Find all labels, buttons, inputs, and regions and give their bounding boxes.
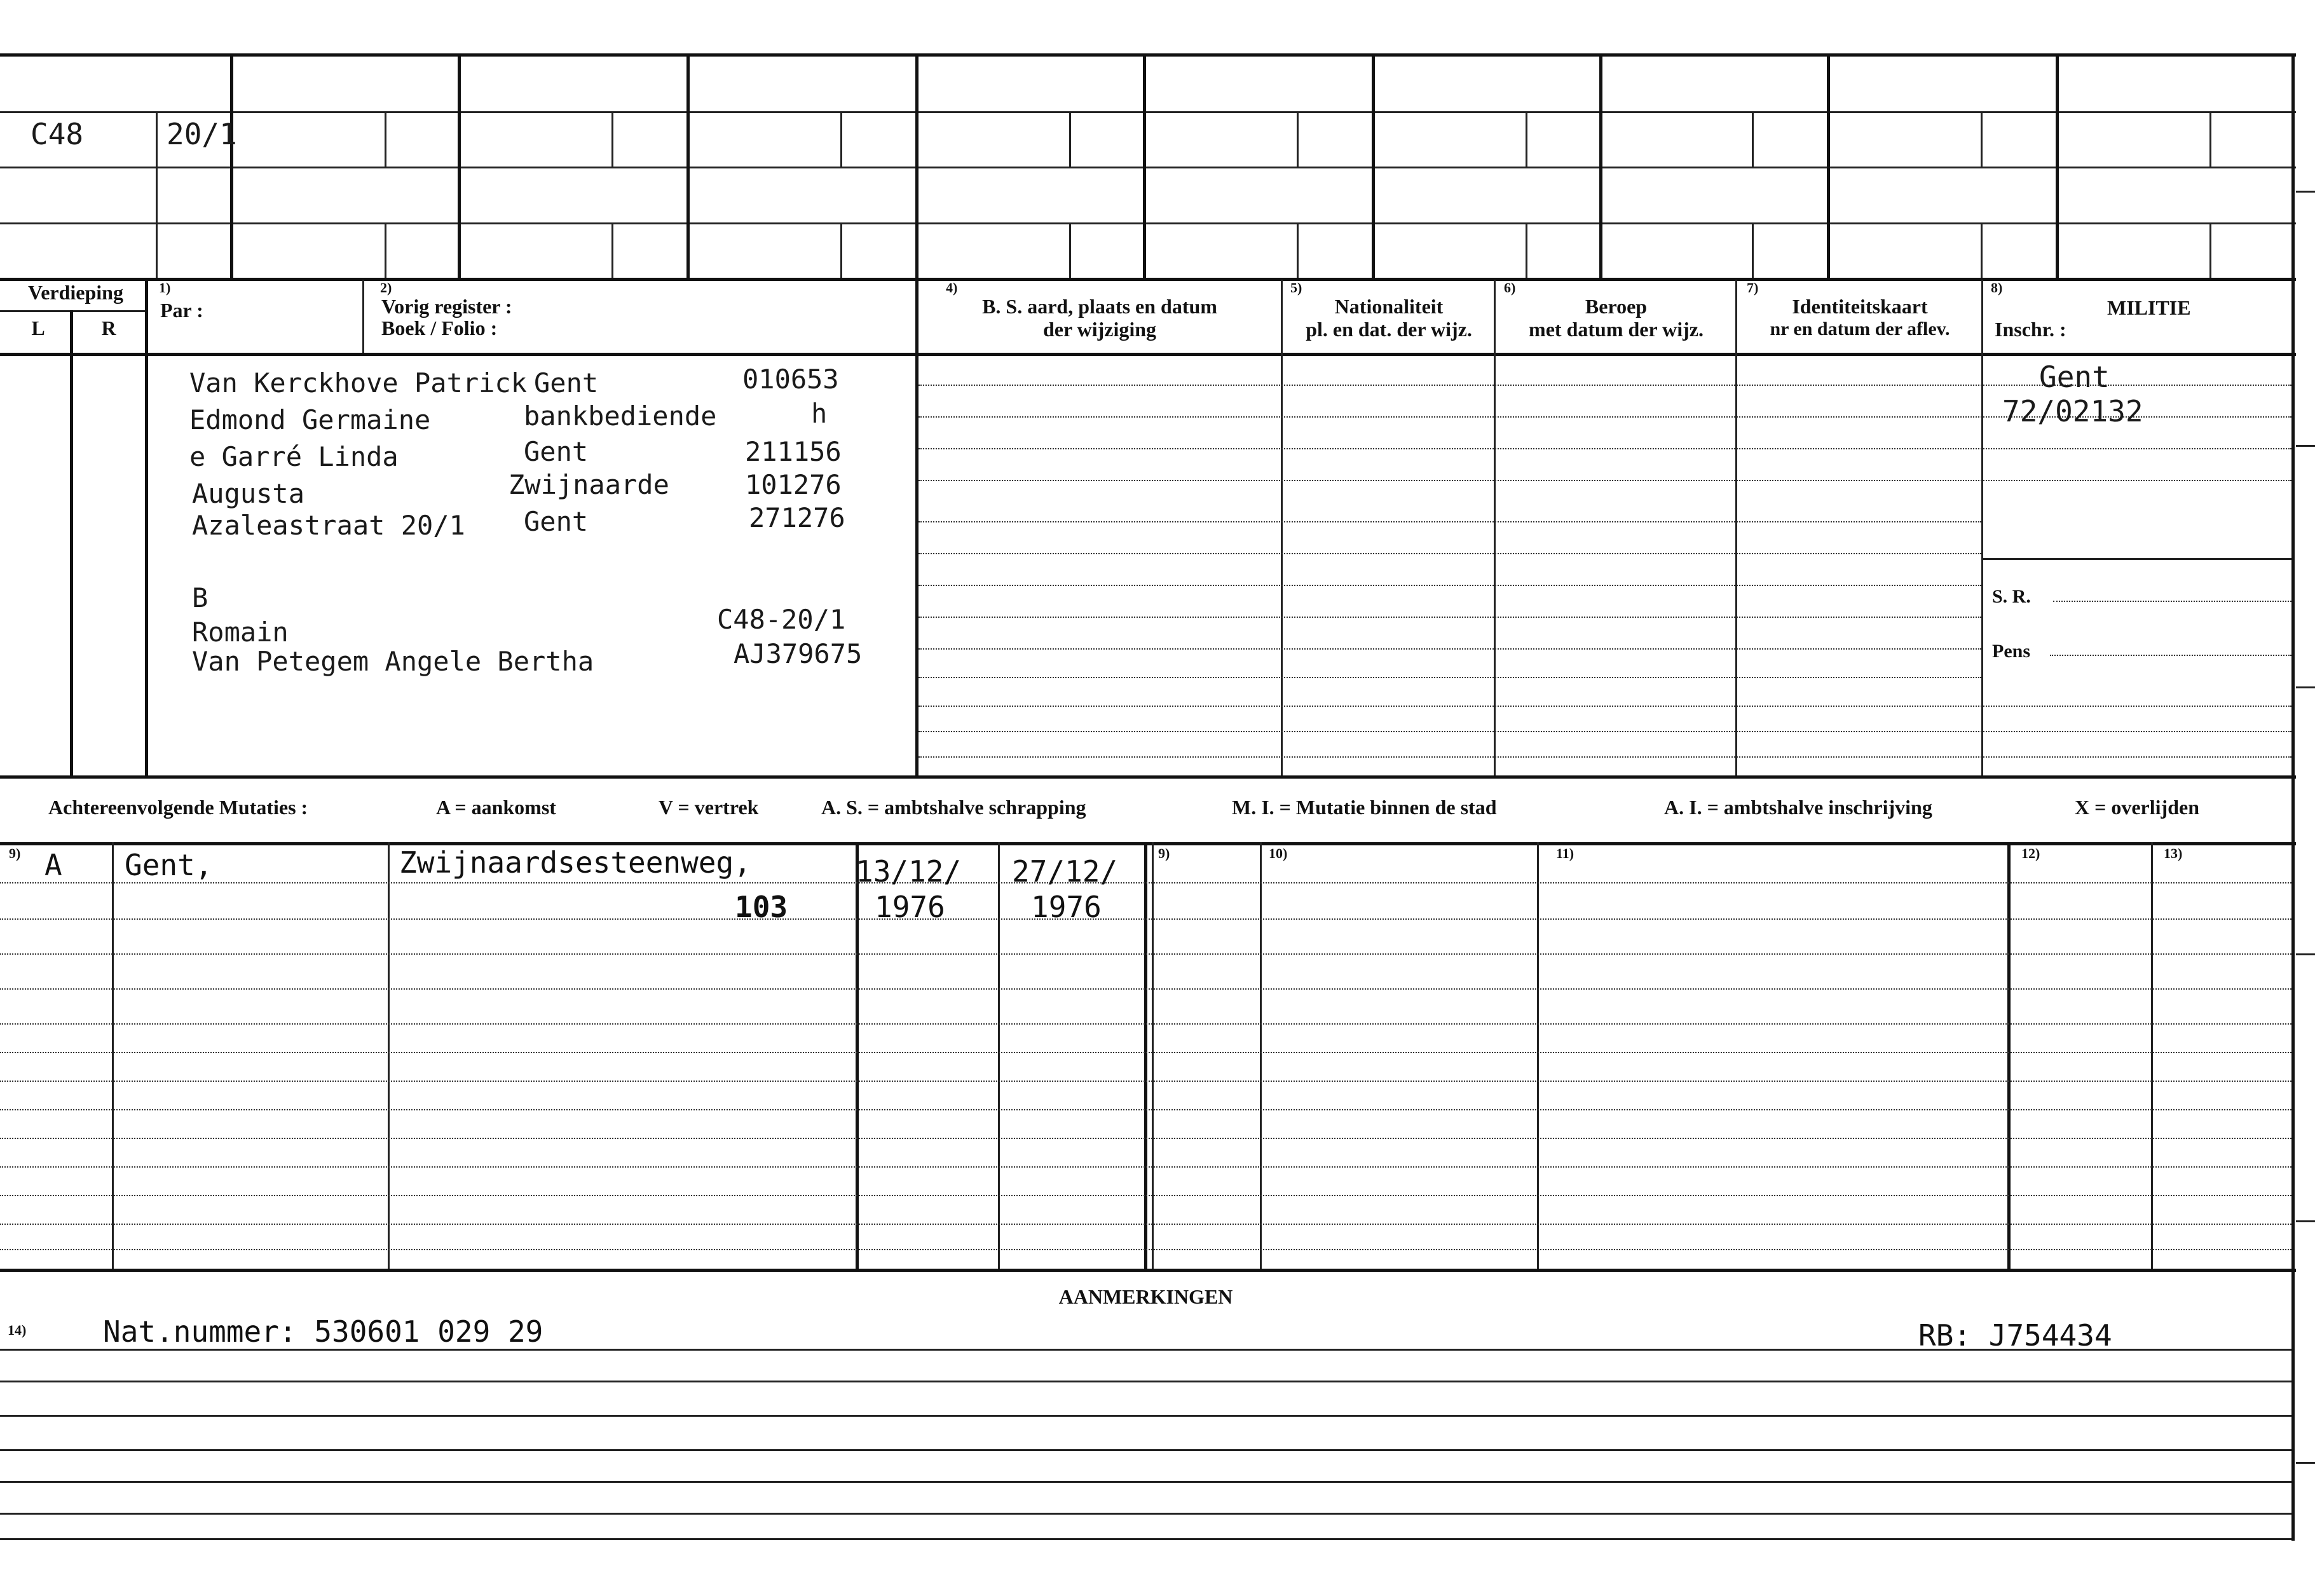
grid-subdivider — [2209, 222, 2211, 278]
grid-subdivider — [2209, 111, 2211, 167]
margin-tick — [2296, 1462, 2315, 1464]
dotted-row — [918, 480, 2291, 481]
mutation-row — [0, 1109, 2291, 1110]
margin-tick — [2296, 445, 2315, 447]
col-number-9b: 9) — [1158, 845, 1170, 861]
grid-subdivider — [1981, 111, 1983, 167]
grid-line — [0, 278, 2296, 281]
dotted-row — [918, 553, 1981, 554]
pens-line — [2050, 655, 2291, 656]
mutation-street: Zwijnaardsesteenweg, — [399, 845, 751, 880]
person-date-5: 271276 — [749, 502, 845, 533]
dotted-row — [918, 617, 1981, 618]
id-number: 7) — [1747, 280, 1759, 296]
grid-line — [0, 222, 2296, 224]
grid-divider — [1599, 53, 1602, 280]
dotted-row — [918, 648, 1981, 650]
grid-subdivider — [611, 111, 613, 167]
grid-divider — [1827, 53, 1830, 280]
col-number-10: 10) — [1269, 845, 1288, 861]
mutation-row — [0, 1081, 2291, 1082]
mutation-col — [2007, 842, 2011, 1269]
mutation-date1-b: 1976 — [875, 890, 945, 924]
grid-divider — [230, 53, 233, 280]
person-address: Azaleastraat 20/1 — [192, 510, 465, 541]
margin-tick — [2296, 953, 2315, 955]
grid-subdivider — [840, 111, 842, 167]
beroep-header-line1: Beroep — [1585, 295, 1648, 318]
nat-header-line2: pl. en dat. der wijz. — [1306, 318, 1472, 341]
vorig-number: 2) — [380, 280, 392, 296]
grid-divider — [458, 53, 461, 280]
sr-line — [2053, 601, 2291, 602]
r-header: R — [101, 317, 116, 339]
mutation-row — [0, 953, 2291, 955]
dotted-row — [918, 756, 2291, 758]
bs-header-line1: B. S. aard, plaats en datum — [982, 295, 1217, 318]
grid-subdivider — [1752, 222, 1754, 278]
mutation-date2-b: 1976 — [1031, 890, 1102, 924]
mutation-date2-a: 27/12/ — [1012, 854, 1118, 889]
column-divider — [1735, 280, 1737, 775]
margin-tick — [2296, 191, 2315, 193]
mutation-col — [1152, 842, 1154, 1269]
person-date-1: 010653 — [742, 364, 839, 395]
person-place-3: Gent — [524, 436, 589, 467]
person-name-3: e Garré Linda — [189, 441, 399, 472]
grid-subdivider — [156, 111, 158, 278]
col-number-12: 12) — [2021, 845, 2040, 861]
legend-x: X = overlijden — [2075, 796, 2199, 819]
par-label: Par : — [160, 299, 203, 322]
militie-number: 8) — [1991, 280, 2003, 296]
mutations-bottom-line — [0, 1269, 2296, 1272]
legend-mi: M. I. = Mutatie binnen de stad — [1232, 796, 1497, 819]
mutation-row — [0, 1166, 2291, 1168]
record-code: C48 — [31, 117, 84, 151]
margin-tick — [2296, 686, 2315, 688]
legend-v: V = vertrek — [659, 796, 759, 819]
dotted-row — [918, 731, 2291, 732]
b-id: AJ379675 — [734, 638, 863, 669]
grid-subdivider — [1297, 111, 1299, 167]
mutation-house-number: 103 — [735, 890, 788, 924]
column-divider — [1981, 280, 1983, 775]
mutation-row — [0, 1138, 2291, 1139]
dotted-row — [918, 448, 2291, 449]
person-job: bankbediende — [524, 400, 717, 432]
mutation-date1-a: 13/12/ — [856, 854, 962, 889]
par-number: 1) — [159, 280, 171, 296]
mutation-row — [0, 1224, 2291, 1225]
grid-subdivider — [1981, 222, 1983, 278]
column-divider — [70, 310, 73, 775]
mutation-col — [1537, 842, 1539, 1269]
mutation-col — [856, 842, 859, 1269]
grid-subdivider — [840, 222, 842, 278]
mutation-col — [998, 842, 1000, 1269]
mutation-col — [388, 842, 390, 1269]
person-place-4: Zwijnaarde — [509, 469, 669, 500]
beroep-header-line2: met datum der wijz. — [1529, 318, 1704, 341]
militie-divider — [1981, 558, 2291, 560]
col-number-11: 11) — [1556, 845, 1574, 861]
top-border — [0, 53, 2296, 57]
column-divider — [1494, 280, 1496, 775]
mutation-row — [0, 1249, 2291, 1250]
mutation-col — [1260, 842, 1262, 1269]
vorig-register-label: Vorig register : — [381, 295, 512, 318]
dotted-row — [918, 677, 1981, 678]
grid-divider — [1143, 53, 1146, 280]
column-divider — [915, 280, 918, 775]
b-name-1: Romain — [192, 617, 289, 648]
person-place-5: Gent — [524, 506, 589, 537]
b-name-2: Van Petegem Angele Bertha — [192, 646, 594, 677]
remarks-line — [0, 1381, 2291, 1382]
legend-ai: A. I. = ambtshalve inschrijving — [1664, 796, 1932, 819]
grid-divider — [915, 53, 918, 280]
grid-subdivider — [385, 222, 386, 278]
militie-place: Gent — [2039, 360, 2110, 394]
column-divider — [1281, 280, 1283, 775]
remarks-line — [0, 1481, 2291, 1483]
bs-number: 4) — [946, 280, 958, 296]
mutation-row — [0, 918, 2291, 920]
grid-divider — [2056, 53, 2059, 280]
l-header: L — [31, 317, 45, 339]
column-divider — [145, 280, 148, 775]
mutation-row — [0, 882, 2291, 883]
b-label: B — [192, 582, 208, 613]
militie-number-value: 72/02132 — [2002, 394, 2143, 428]
nat-number: 5) — [1290, 280, 1302, 296]
pens-label: Pens — [1992, 641, 2030, 662]
mutation-row — [0, 1052, 2291, 1053]
legend-title: Achtereenvolgende Mutaties : — [48, 796, 308, 819]
person-name-2: Edmond Germaine — [189, 404, 431, 435]
grid-subdivider — [1069, 222, 1071, 278]
remarks-title: AANMERKINGEN — [1058, 1285, 1233, 1308]
id-header-line2: nr en datum der aflev. — [1770, 318, 1950, 339]
grid-subdivider — [1526, 111, 1527, 167]
header-bottom-line — [0, 353, 2296, 356]
person-name-1: Van Kerckhove Patrick — [189, 367, 528, 399]
right-border — [2291, 53, 2295, 1541]
mutations-top-line — [0, 842, 2296, 845]
dotted-row — [918, 521, 1981, 522]
grid-subdivider — [611, 222, 613, 278]
remarks-line — [0, 1415, 2291, 1417]
remarks-line — [0, 1349, 2291, 1351]
col-number-13: 13) — [2164, 845, 2183, 861]
grid-subdivider — [1526, 222, 1527, 278]
dotted-row — [918, 585, 1981, 586]
col-number-9: 9) — [9, 845, 21, 861]
verdieping-header: Verdieping — [28, 281, 123, 304]
person-place-1: Gent — [534, 367, 599, 399]
beroep-number: 6) — [1504, 280, 1516, 296]
nat-header-line1: Nationaliteit — [1334, 295, 1444, 318]
mutation-col — [112, 842, 114, 1269]
remarks-line — [0, 1538, 2291, 1540]
mutation-city: Gent, — [125, 848, 213, 882]
bs-header-line2: der wijziging — [1042, 318, 1157, 341]
mutation-col — [2151, 842, 2153, 1269]
mutation-code: A — [44, 848, 62, 882]
grid-subdivider — [1069, 111, 1071, 167]
grid-subdivider — [1752, 111, 1754, 167]
inschr-label: Inschr. : — [1995, 318, 2066, 341]
sr-label: S. R. — [1992, 586, 2031, 607]
b-reference: C48-20/1 — [717, 604, 846, 635]
person-name-4: Augusta — [192, 478, 305, 509]
grid-line — [0, 111, 2296, 113]
body-bottom-line — [0, 775, 2296, 779]
grid-subdivider — [1297, 222, 1299, 278]
remarks-line — [0, 1449, 2291, 1451]
rb-number: RB: J754434 — [1918, 1318, 2112, 1353]
national-number: Nat.nummer: 530601 029 29 — [103, 1314, 543, 1349]
mutation-row — [0, 1023, 2291, 1025]
record-number: 20/1 — [167, 117, 237, 151]
person-date-4: 101276 — [745, 469, 842, 500]
mutation-row — [0, 1195, 2291, 1196]
person-date-3: 211156 — [745, 436, 842, 467]
militie-header: MILITIE — [2107, 296, 2191, 319]
column-divider — [362, 280, 364, 353]
id-header-line1: Identiteitskaart — [1792, 295, 1928, 318]
boek-folio-label: Boek / Folio : — [381, 317, 498, 339]
person-mark: h — [811, 398, 828, 429]
mutation-col — [1144, 842, 1147, 1269]
legend-as: A. S. = ambtshalve schrapping — [821, 796, 1086, 819]
remarks-line — [0, 1513, 2291, 1515]
mutation-row — [0, 988, 2291, 990]
margin-tick — [2296, 1220, 2315, 1222]
grid-divider — [1372, 53, 1375, 280]
grid-subdivider — [385, 111, 386, 167]
remarks-number: 14) — [8, 1322, 27, 1338]
grid-line — [0, 167, 2296, 168]
legend-a: A = aankomst — [436, 796, 556, 819]
dotted-row — [918, 706, 2291, 707]
grid-divider — [686, 53, 690, 280]
